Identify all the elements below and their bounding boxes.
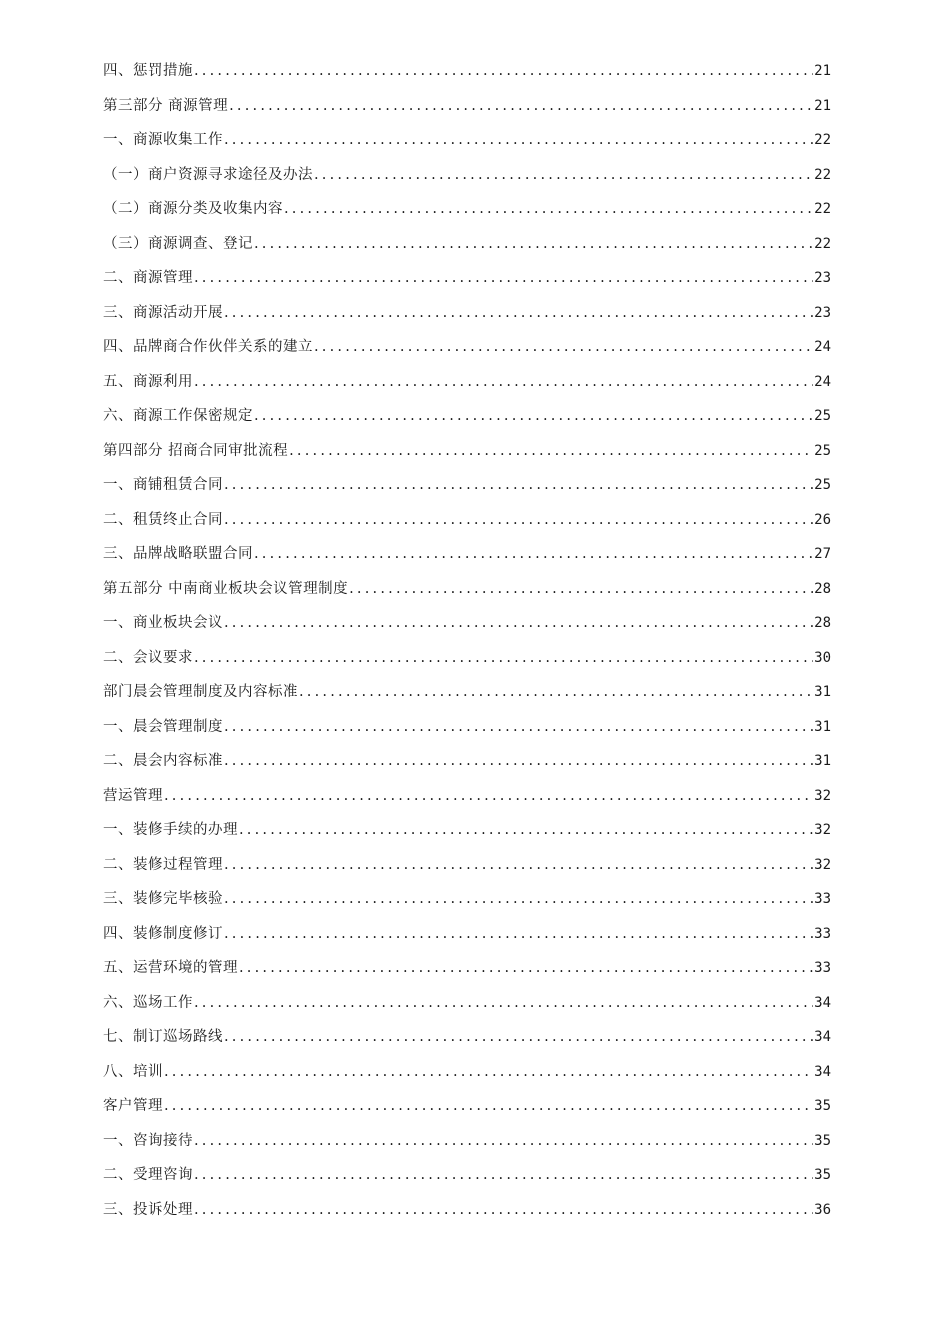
toc-entry-title: 五、商源利用 (103, 373, 193, 390)
toc-entry-page: 35 (814, 1098, 831, 1114)
toc-leader-dots (194, 265, 813, 291)
toc-entry-title: 四、品牌商合作伙伴关系的建立 (103, 339, 313, 355)
toc-entry-page: 33 (814, 891, 831, 907)
toc-entry-page: 33 (814, 960, 831, 976)
toc-leader-dots (224, 852, 813, 878)
toc-entry-title: 二、晨会内容标准 (103, 753, 223, 769)
toc-entry[interactable] (103, 1059, 831, 1094)
toc-leader-dots (194, 1128, 813, 1154)
toc-leader-dots (224, 610, 813, 636)
toc-entry[interactable] (103, 231, 831, 266)
toc-entry-page: 31 (814, 684, 831, 700)
toc-entry-page: 21 (814, 97, 831, 114)
toc-entry-page: 32 (814, 856, 831, 873)
toc-entry-title: （二）商源分类及收集内容 (103, 201, 283, 217)
toc-entry[interactable] (103, 610, 831, 645)
toc-entry-page: 22 (814, 201, 831, 217)
toc-leader-dots (164, 783, 813, 809)
toc-entry[interactable] (103, 955, 831, 990)
toc-leader-dots (349, 576, 813, 602)
toc-entry-page: 21 (814, 63, 831, 79)
toc-entry-title: 营运管理 (103, 787, 163, 804)
toc-entry-page: 27 (814, 546, 831, 562)
toc-leader-dots (194, 369, 813, 395)
toc-entry[interactable] (103, 58, 831, 93)
toc-entry[interactable] (103, 921, 831, 956)
toc-entry[interactable] (103, 990, 831, 1025)
toc-entry-title: 六、商源工作保密规定 (103, 408, 253, 424)
toc-leader-dots (239, 955, 813, 981)
toc-entry-title: 一、装修手续的办理 (103, 822, 238, 838)
toc-leader-dots (194, 990, 813, 1016)
toc-entry[interactable] (103, 93, 831, 128)
toc-entry-page: 32 (814, 822, 831, 838)
toc-entry-page: 33 (814, 925, 831, 942)
toc-leader-dots (224, 300, 813, 326)
toc-entry-title: 二、商源管理 (103, 270, 193, 286)
toc-entry[interactable] (103, 748, 831, 783)
toc-entry-page: 26 (814, 511, 831, 528)
toc-entry-page: 23 (814, 270, 831, 286)
toc-leader-dots (299, 679, 813, 705)
toc-leader-dots (289, 438, 813, 464)
toc-leader-dots (224, 886, 813, 912)
toc-entry[interactable] (103, 403, 831, 438)
toc-entry-title: 六、巡场工作 (103, 994, 193, 1011)
toc-entry[interactable] (103, 679, 831, 714)
toc-entry[interactable] (103, 265, 831, 300)
toc-leader-dots (229, 93, 813, 119)
toc-entry-page: 34 (814, 1029, 831, 1045)
toc-leader-dots (224, 472, 813, 498)
toc-leader-dots (224, 921, 813, 947)
toc-entry-title: 七、制订巡场路线 (103, 1029, 223, 1045)
toc-entry[interactable] (103, 852, 831, 887)
toc-entry[interactable] (103, 541, 831, 576)
toc-entry-title: （一）商户资源寻求途径及办法 (103, 166, 313, 183)
toc-leader-dots (239, 817, 813, 843)
toc-entry-page: 30 (814, 649, 831, 666)
toc-leader-dots (194, 1197, 813, 1223)
toc-entry-page: 31 (814, 753, 831, 769)
toc-leader-dots (224, 1024, 813, 1050)
toc-entry[interactable] (103, 438, 831, 473)
toc-entry[interactable] (103, 817, 831, 852)
toc-entry-title: 客户管理 (103, 1098, 163, 1114)
toc-entry-title: （三）商源调查、登记 (103, 235, 253, 252)
toc-entry-title: 二、装修过程管理 (103, 856, 223, 873)
toc-leader-dots (224, 714, 813, 740)
toc-leader-dots (314, 334, 813, 360)
toc-entry-page: 24 (814, 339, 831, 355)
toc-leader-dots (194, 58, 813, 84)
toc-entry-page: 23 (814, 304, 831, 321)
toc-entry-title: 一、晨会管理制度 (103, 718, 223, 735)
toc-entry[interactable] (103, 1128, 831, 1163)
toc-entry-title: 二、租赁终止合同 (103, 511, 223, 528)
toc-leader-dots (254, 403, 813, 429)
table-of-contents (103, 58, 831, 1231)
toc-entry-page: 25 (814, 408, 831, 424)
toc-entry[interactable] (103, 162, 831, 197)
toc-entry-title: 一、咨询接待 (103, 1132, 193, 1149)
toc-entry[interactable] (103, 334, 831, 369)
toc-entry[interactable] (103, 300, 831, 335)
toc-entry-page: 34 (814, 994, 831, 1011)
toc-leader-dots (314, 162, 813, 188)
toc-entry-title: 部门晨会管理制度及内容标准 (103, 684, 298, 700)
toc-entry-title: 二、受理咨询 (103, 1167, 193, 1183)
toc-leader-dots (164, 1059, 813, 1085)
toc-entry-title: 一、商业板块会议 (103, 615, 223, 631)
toc-entry-title: 四、惩罚措施 (103, 63, 193, 79)
toc-entry[interactable] (103, 369, 831, 404)
toc-entry[interactable] (103, 1197, 831, 1232)
toc-entry-title: 五、运营环境的管理 (103, 960, 238, 976)
toc-entry-title: 八、培训 (103, 1063, 163, 1080)
toc-entry[interactable] (103, 507, 831, 542)
toc-entry-page: 22 (814, 235, 831, 252)
toc-entry-page: 22 (814, 132, 831, 148)
toc-entry-title: 第五部分 中南商业板块会议管理制度 (103, 580, 349, 597)
toc-leader-dots (224, 127, 813, 153)
toc-leader-dots (254, 231, 813, 257)
toc-leader-dots (254, 541, 813, 567)
toc-entry[interactable] (103, 783, 831, 818)
toc-entry-page: 24 (814, 373, 831, 390)
toc-entry-title: 四、装修制度修订 (103, 925, 223, 942)
toc-entry[interactable] (103, 714, 831, 749)
toc-entry[interactable] (103, 645, 831, 680)
toc-entry-page: 34 (814, 1063, 831, 1080)
toc-entry-page: 31 (814, 718, 831, 735)
toc-entry-title: 第三部分 商源管理 (103, 97, 229, 114)
toc-entry[interactable] (103, 472, 831, 507)
toc-entry-page: 28 (814, 615, 831, 631)
toc-entry[interactable] (103, 1024, 831, 1059)
toc-entry-page: 35 (814, 1132, 831, 1149)
toc-entry-title: 三、品牌战略联盟合同 (103, 546, 253, 562)
toc-entry[interactable] (103, 1093, 831, 1128)
toc-entry[interactable] (103, 127, 831, 162)
toc-entry-page: 32 (814, 787, 831, 804)
toc-leader-dots (224, 748, 813, 774)
toc-entry[interactable] (103, 1162, 831, 1197)
toc-entry-page: 25 (814, 477, 831, 493)
toc-entry-title: 二、会议要求 (103, 649, 193, 666)
toc-entry-page: 22 (814, 166, 831, 183)
toc-entry-page: 36 (814, 1201, 831, 1218)
toc-entry[interactable] (103, 576, 831, 611)
toc-entry-title: 一、商铺租赁合同 (103, 477, 223, 493)
toc-entry-title: 三、装修完毕核验 (103, 891, 223, 907)
toc-entry-title: 三、商源活动开展 (103, 304, 223, 321)
toc-leader-dots (164, 1093, 813, 1119)
toc-entry-title: 第四部分 招商合同审批流程 (103, 442, 289, 459)
toc-entry-title: 一、商源收集工作 (103, 132, 223, 148)
toc-entry-page: 25 (814, 442, 831, 459)
toc-leader-dots (194, 645, 813, 671)
toc-entry-title: 三、投诉处理 (103, 1201, 193, 1218)
toc-entry[interactable] (103, 196, 831, 231)
toc-leader-dots (224, 507, 813, 533)
toc-entry[interactable] (103, 886, 831, 921)
toc-entry-page: 35 (814, 1167, 831, 1183)
toc-leader-dots (194, 1162, 813, 1188)
toc-leader-dots (284, 196, 813, 222)
toc-entry-page: 28 (814, 580, 831, 597)
